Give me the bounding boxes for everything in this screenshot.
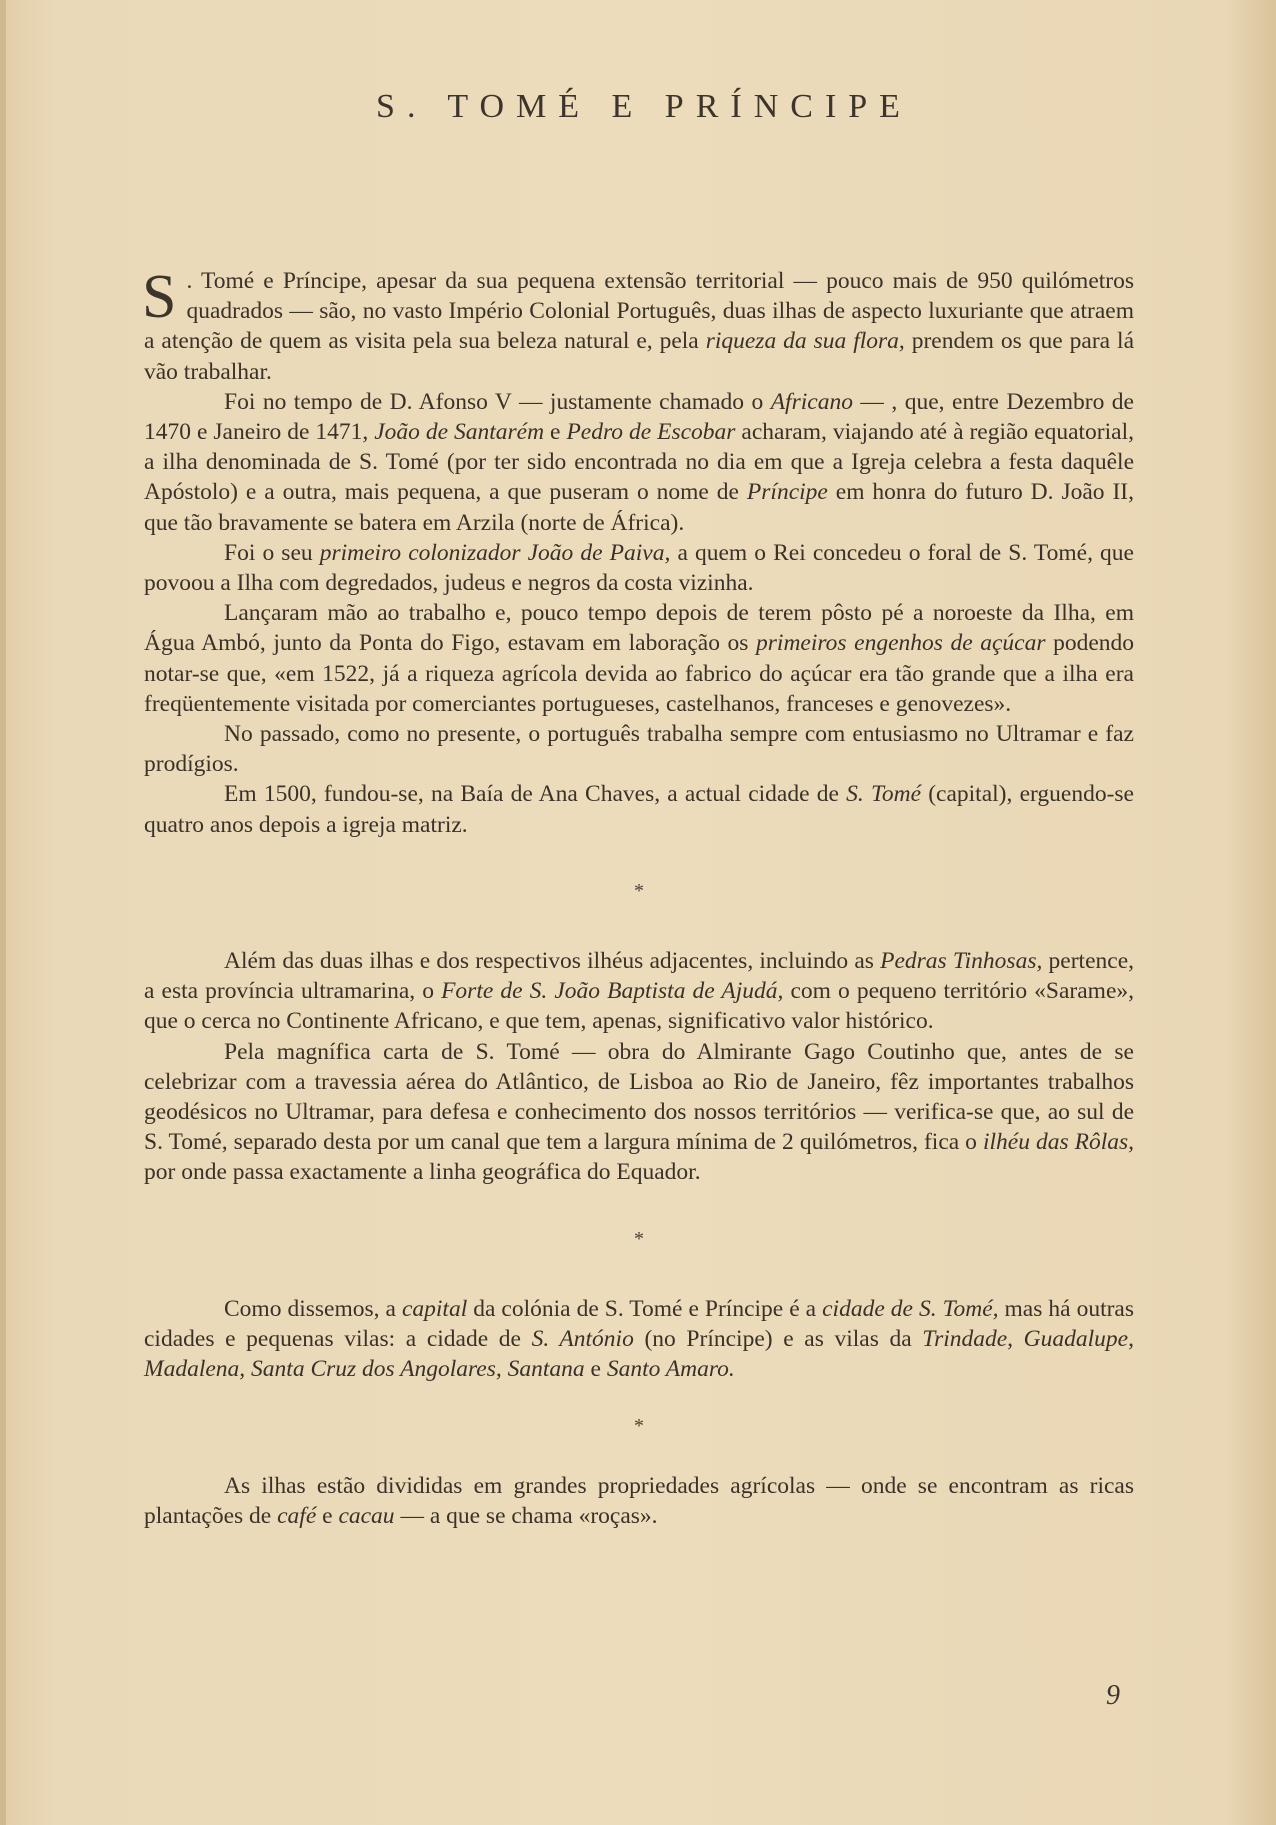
paragraph: Pela magnífica carta de S. Tomé — obra do Almirante Gago Coutinho que, antes de se celebrizar com a travessia aérea do Atlântico, de Lisboa ao Rio de Janeiro, fêz importantes trabalhos geodésicos no Ultramar, para defesa e conhecimento dos nossos territórios — verifica-se que, ao sul de S. Tomé, separado desta por um canal que tem a largura mínima de 2 quilómetros, fica o ilhéu das Rôlas, por onde passa exactamente a linha geográfica do Equador.	[144, 1038, 1135, 1186]
paragraph: No passado, como no presente, o português trabalha sempre com entusiasmo no Ultramar e faz prodígios.	[144, 721, 1134, 778]
paragraph: Foi no tempo de D. Afonso V — justamente chamado o Africano — , que, entre Dezembro de 1470 e Janeiro de 1471, João de Santarém e Pedro de Escobar acharam, viajando até à região equatorial, a ilha denominada de S. Tomé (por ter sido encontrada no dia em que a Igreja celebra a festa daquêle Apóstolo) e a outra, mais pequena, a que puseram o nome de Príncipe em honra do futuro D. João II, que tão bravamente se batera em Arzila (norte de África).	[144, 388, 1134, 536]
page-title: S. TOMÉ E PRÍNCIPE	[376, 88, 912, 125]
section-separator: *	[634, 1227, 644, 1250]
paragraph: Lançaram mão ao trabalho e, pouco tempo depois de terem pôsto pé a noroeste da Ilha, em Água Ambó, junto da Ponta do Figo, estavam em laboração os primeiros engenhos de açúcar podendo notar-se que, «em 1522, já a riqueza agrícola devida ao fabrico do açúcar era tão grande que a ilha era freqüentemente visitada por comerciantes portugueses, castelhanos, franceses e genovezes».	[144, 600, 1135, 717]
paragraph: Foi o seu primeiro colonizador João de Paiva, a quem o Rei concedeu o foral de S. Tomé, que povoou a Ilha com degredados, judeus e negros da costa vizinha.	[144, 539, 1134, 597]
drop-cap: S	[142, 263, 177, 331]
section-separator: *	[634, 879, 644, 902]
body-text	[142, 263, 1135, 1531]
paragraph: Além das duas ilhas e dos respectivos ilhéus adjacentes, incluindo as Pedras Tinhosas, pertence, a esta província ultramarina, o Forte de S. João Baptista de Ajudá, com o pequeno território «Sarame», que o cerca no Continente Africano, e que tem, apenas, significativo valor histórico.	[144, 948, 1135, 1035]
paragraph: Em 1500, fundou-se, na Baía de Ana Chaves, a actual cidade de S. Tomé (capital), erguendo-se quatro anos depois a igreja matriz.	[144, 781, 1134, 838]
paragraph: Como dissemos, a capital da colónia de S. Tomé e Príncipe é a cidade de S. Tomé, mas há outras cidades e pequenas vilas: a cidade de S. António (no Príncipe) e as vilas da Trindade, Guadalupe, Madalena, Santa Cruz dos Angolares, Santana e Santo Amaro.	[144, 1295, 1134, 1383]
paragraph: S . Tomé e Príncipe, apesar da sua pequena extensão territorial — pouco mais de 950 quilómetros quadrados — são, no vasto Império Colonial Português, duas ilhas de aspecto luxuriante que atraem a atenção de quem as visita pela sua beleza natural e, pela riqueza da sua flora, prendem os que para lá vão trabalhar.	[142, 263, 1134, 385]
page-number: 9	[1106, 1680, 1120, 1711]
section-separator: *	[634, 1414, 644, 1437]
paragraph: As ilhas estão divididas em grandes propriedades agrícolas — onde se encontram as ricas plantações de café e cacau — a que se chama «roças».	[144, 1472, 1134, 1529]
